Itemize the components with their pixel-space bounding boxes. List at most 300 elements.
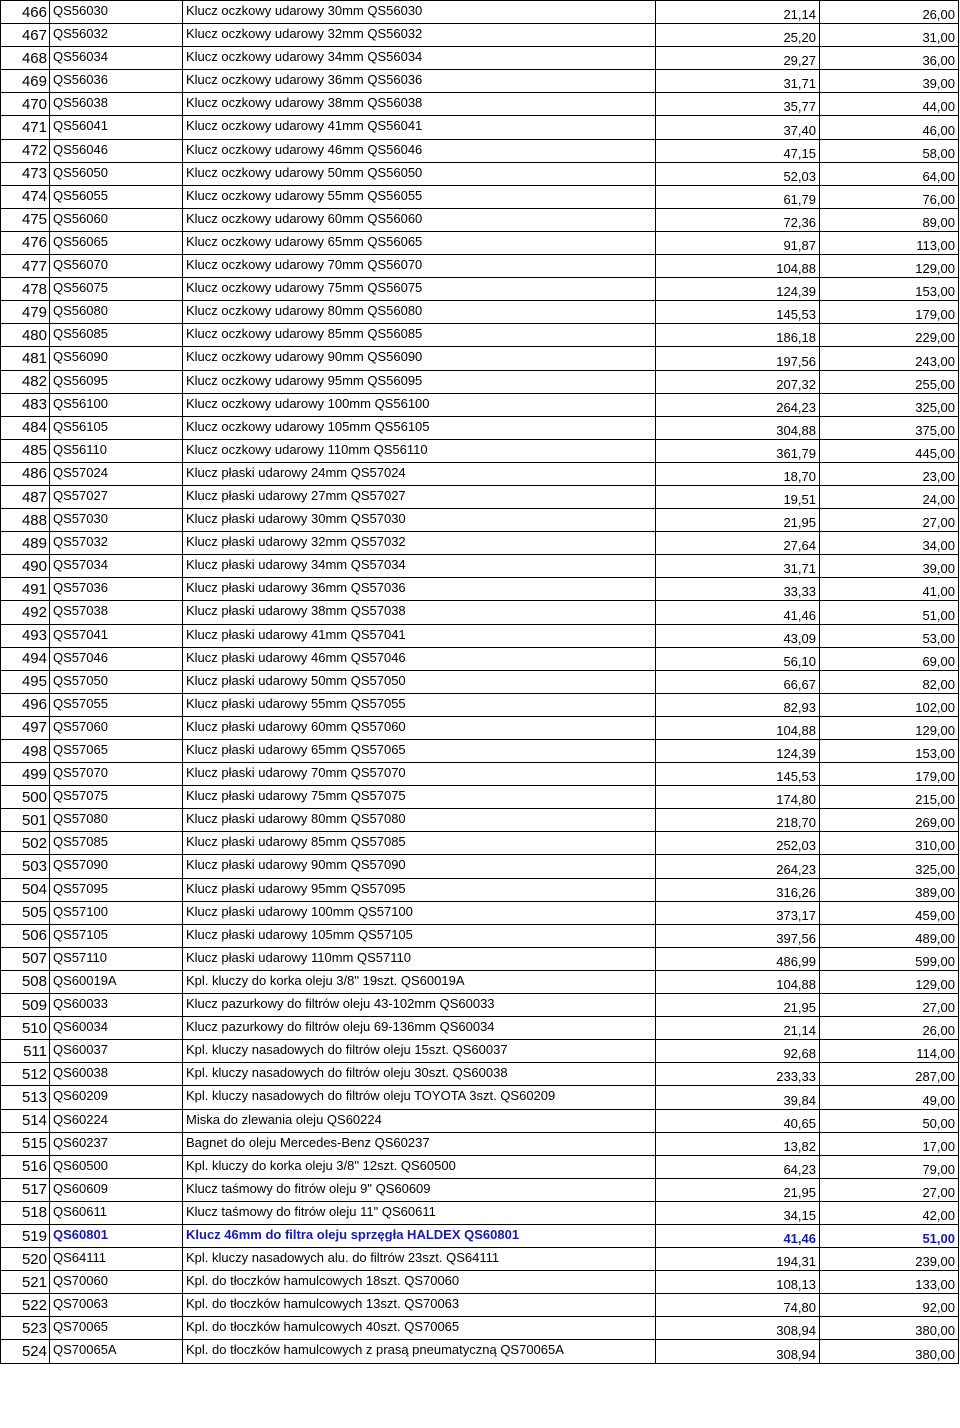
price-gross: 310,00 — [820, 832, 959, 855]
price-net: 264,23 — [656, 855, 820, 878]
product-name: Kpl. kluczy nasadowych do filtrów oleju 30szt. QS60038 — [183, 1063, 656, 1086]
product-name: Klucz płaski udarowy 110mm QS57110 — [183, 947, 656, 970]
price-net: 197,56 — [656, 347, 820, 370]
row-number: 476 — [1, 231, 50, 254]
row-number: 477 — [1, 255, 50, 278]
price-net: 35,77 — [656, 93, 820, 116]
product-code: QS60037 — [50, 1040, 183, 1063]
product-code: QS56085 — [50, 324, 183, 347]
price-net: 47,15 — [656, 139, 820, 162]
row-number: 518 — [1, 1201, 50, 1224]
table-row — [1, 231, 959, 254]
price-net: 397,56 — [656, 924, 820, 947]
price-gross: 239,00 — [820, 1248, 959, 1271]
price-gross: 49,00 — [820, 1086, 959, 1109]
product-name: Klucz oczkowy udarowy 65mm QS56065 — [183, 231, 656, 254]
price-gross: 325,00 — [820, 393, 959, 416]
product-name: Klucz płaski udarowy 85mm QS57085 — [183, 832, 656, 855]
product-name: Kpl. kluczy nasadowych do filtrów oleju TOYOTA 3szt. QS60209 — [183, 1086, 656, 1109]
product-name: Kpl. do tłoczków hamulcowych z prasą pneumatyczną QS70065A — [183, 1340, 656, 1363]
table-row — [1, 786, 959, 809]
price-gross: 36,00 — [820, 47, 959, 70]
product-name: Klucz płaski udarowy 90mm QS57090 — [183, 855, 656, 878]
row-number: 505 — [1, 901, 50, 924]
price-net: 41,46 — [656, 1224, 820, 1247]
product-code: QS60224 — [50, 1109, 183, 1132]
table-row — [1, 1271, 959, 1294]
product-name: Miska do zlewania oleju QS60224 — [183, 1109, 656, 1132]
table-row — [1, 162, 959, 185]
row-number: 511 — [1, 1040, 50, 1063]
product-code: QS70065 — [50, 1317, 183, 1340]
table-row — [1, 740, 959, 763]
price-gross: 27,00 — [820, 1178, 959, 1201]
product-name: Klucz oczkowy udarowy 95mm QS56095 — [183, 370, 656, 393]
price-gross: 380,00 — [820, 1317, 959, 1340]
price-net: 31,71 — [656, 70, 820, 93]
product-code: QS56060 — [50, 208, 183, 231]
table-row — [1, 509, 959, 532]
table-row — [1, 393, 959, 416]
row-number: 483 — [1, 393, 50, 416]
row-number: 473 — [1, 162, 50, 185]
price-net: 145,53 — [656, 301, 820, 324]
price-gross: 153,00 — [820, 740, 959, 763]
row-number: 516 — [1, 1155, 50, 1178]
row-number: 503 — [1, 855, 50, 878]
row-number: 482 — [1, 370, 50, 393]
product-name: Klucz oczkowy udarowy 60mm QS56060 — [183, 208, 656, 231]
product-name: Klucz płaski udarowy 41mm QS57041 — [183, 624, 656, 647]
row-number: 486 — [1, 462, 50, 485]
product-name: Bagnet do oleju Mercedes-Benz QS60237 — [183, 1132, 656, 1155]
table-row — [1, 855, 959, 878]
table-row — [1, 255, 959, 278]
product-code: QS57046 — [50, 647, 183, 670]
price-gross: 82,00 — [820, 670, 959, 693]
product-code: QS57030 — [50, 509, 183, 532]
price-list-body — [1, 1, 959, 1364]
price-gross: 92,00 — [820, 1294, 959, 1317]
row-number: 510 — [1, 1017, 50, 1040]
product-name: Klucz płaski udarowy 30mm QS57030 — [183, 509, 656, 532]
price-net: 41,46 — [656, 601, 820, 624]
product-code: QS57055 — [50, 693, 183, 716]
price-gross: 46,00 — [820, 116, 959, 139]
product-code: QS57041 — [50, 624, 183, 647]
row-number: 472 — [1, 139, 50, 162]
product-name: Klucz płaski udarowy 95mm QS57095 — [183, 878, 656, 901]
product-name: Klucz oczkowy udarowy 80mm QS56080 — [183, 301, 656, 324]
row-number: 496 — [1, 693, 50, 716]
price-gross: 44,00 — [820, 93, 959, 116]
price-gross: 42,00 — [820, 1201, 959, 1224]
price-net: 33,33 — [656, 578, 820, 601]
price-gross: 39,00 — [820, 70, 959, 93]
product-code: QS57085 — [50, 832, 183, 855]
price-gross: 153,00 — [820, 278, 959, 301]
row-number: 509 — [1, 994, 50, 1017]
table-row — [1, 532, 959, 555]
price-gross: 39,00 — [820, 555, 959, 578]
product-name: Klucz płaski udarowy 34mm QS57034 — [183, 555, 656, 578]
row-number: 499 — [1, 763, 50, 786]
price-net: 218,70 — [656, 809, 820, 832]
price-gross: 102,00 — [820, 693, 959, 716]
price-gross: 41,00 — [820, 578, 959, 601]
table-row — [1, 439, 959, 462]
table-row — [1, 70, 959, 93]
row-number: 506 — [1, 924, 50, 947]
price-net: 252,03 — [656, 832, 820, 855]
table-row — [1, 1201, 959, 1224]
product-code: QS56036 — [50, 70, 183, 93]
product-code: QS57038 — [50, 601, 183, 624]
price-net: 92,68 — [656, 1040, 820, 1063]
product-name: Klucz taśmowy do fitrów oleju 11" QS60611 — [183, 1201, 656, 1224]
row-number: 484 — [1, 416, 50, 439]
price-gross: 27,00 — [820, 994, 959, 1017]
price-net: 264,23 — [656, 393, 820, 416]
price-gross: 375,00 — [820, 416, 959, 439]
price-net: 145,53 — [656, 763, 820, 786]
table-row — [1, 1340, 959, 1363]
product-code: QS57105 — [50, 924, 183, 947]
price-gross: 53,00 — [820, 624, 959, 647]
price-net: 21,95 — [656, 509, 820, 532]
table-row — [1, 693, 959, 716]
price-net: 66,67 — [656, 670, 820, 693]
product-code: QS56070 — [50, 255, 183, 278]
price-net: 25,20 — [656, 24, 820, 47]
price-gross: 129,00 — [820, 255, 959, 278]
table-row — [1, 901, 959, 924]
product-code: QS57100 — [50, 901, 183, 924]
row-number: 502 — [1, 832, 50, 855]
price-net: 194,31 — [656, 1248, 820, 1271]
price-net: 124,39 — [656, 740, 820, 763]
price-net: 37,40 — [656, 116, 820, 139]
price-net: 21,14 — [656, 1017, 820, 1040]
product-code: QS57027 — [50, 485, 183, 508]
product-code: QS56038 — [50, 93, 183, 116]
product-name: Kpl. kluczy do korka oleju 3/8" 12szt. QS60500 — [183, 1155, 656, 1178]
price-gross: 51,00 — [820, 601, 959, 624]
table-row — [1, 1109, 959, 1132]
price-net: 91,87 — [656, 231, 820, 254]
table-row — [1, 1248, 959, 1271]
product-name: Klucz płaski udarowy 75mm QS57075 — [183, 786, 656, 809]
product-code: QS60611 — [50, 1201, 183, 1224]
table-row — [1, 485, 959, 508]
product-code: QS56050 — [50, 162, 183, 185]
product-code: QS57065 — [50, 740, 183, 763]
row-number: 487 — [1, 485, 50, 508]
price-net: 31,71 — [656, 555, 820, 578]
price-net: 124,39 — [656, 278, 820, 301]
row-number: 466 — [1, 1, 50, 24]
row-number: 507 — [1, 947, 50, 970]
price-net: 373,17 — [656, 901, 820, 924]
row-number: 489 — [1, 532, 50, 555]
product-name: Klucz płaski udarowy 105mm QS57105 — [183, 924, 656, 947]
price-gross: 380,00 — [820, 1340, 959, 1363]
table-row — [1, 924, 959, 947]
row-number: 520 — [1, 1248, 50, 1271]
product-code: QS56041 — [50, 116, 183, 139]
table-row — [1, 1155, 959, 1178]
price-net: 27,64 — [656, 532, 820, 555]
table-row — [1, 324, 959, 347]
row-number: 469 — [1, 70, 50, 93]
row-number: 479 — [1, 301, 50, 324]
price-net: 74,80 — [656, 1294, 820, 1317]
price-net: 104,88 — [656, 255, 820, 278]
price-net: 207,32 — [656, 370, 820, 393]
product-code: QS70063 — [50, 1294, 183, 1317]
table-row — [1, 185, 959, 208]
table-row — [1, 716, 959, 739]
row-number: 521 — [1, 1271, 50, 1294]
product-name: Klucz płaski udarowy 24mm QS57024 — [183, 462, 656, 485]
price-net: 52,03 — [656, 162, 820, 185]
row-number: 493 — [1, 624, 50, 647]
product-name: Klucz płaski udarowy 70mm QS57070 — [183, 763, 656, 786]
product-name: Klucz oczkowy udarowy 55mm QS56055 — [183, 185, 656, 208]
product-code: QS57075 — [50, 786, 183, 809]
row-number: 485 — [1, 439, 50, 462]
row-number: 522 — [1, 1294, 50, 1317]
product-name: Kpl. kluczy do korka oleju 3/8" 19szt. QS60019A — [183, 970, 656, 993]
price-gross: 129,00 — [820, 970, 959, 993]
row-number: 475 — [1, 208, 50, 231]
table-row — [1, 278, 959, 301]
product-name: Klucz pazurkowy do filtrów oleju 69-136mm QS60034 — [183, 1017, 656, 1040]
product-name: Klucz płaski udarowy 50mm QS57050 — [183, 670, 656, 693]
product-code: QS57060 — [50, 716, 183, 739]
product-code: QS57110 — [50, 947, 183, 970]
price-net: 316,26 — [656, 878, 820, 901]
product-code: QS60237 — [50, 1132, 183, 1155]
price-gross: 24,00 — [820, 485, 959, 508]
product-code: QS56110 — [50, 439, 183, 462]
price-gross: 269,00 — [820, 809, 959, 832]
table-row — [1, 763, 959, 786]
price-net: 361,79 — [656, 439, 820, 462]
product-name: Klucz oczkowy udarowy 30mm QS56030 — [183, 1, 656, 24]
product-code: QS56105 — [50, 416, 183, 439]
table-row — [1, 832, 959, 855]
row-number: 501 — [1, 809, 50, 832]
table-row — [1, 1224, 959, 1247]
product-code: QS56075 — [50, 278, 183, 301]
product-name: Klucz oczkowy udarowy 85mm QS56085 — [183, 324, 656, 347]
price-net: 56,10 — [656, 647, 820, 670]
product-name: Klucz oczkowy udarowy 50mm QS56050 — [183, 162, 656, 185]
table-row — [1, 970, 959, 993]
table-row — [1, 416, 959, 439]
row-number: 497 — [1, 716, 50, 739]
price-gross: 459,00 — [820, 901, 959, 924]
product-name: Klucz taśmowy do fitrów oleju 9" QS60609 — [183, 1178, 656, 1201]
row-number: 508 — [1, 970, 50, 993]
price-gross: 599,00 — [820, 947, 959, 970]
table-row — [1, 1178, 959, 1201]
product-name: Klucz płaski udarowy 36mm QS57036 — [183, 578, 656, 601]
row-number: 481 — [1, 347, 50, 370]
row-number: 467 — [1, 24, 50, 47]
price-gross: 489,00 — [820, 924, 959, 947]
product-code: QS57024 — [50, 462, 183, 485]
price-net: 64,23 — [656, 1155, 820, 1178]
price-net: 308,94 — [656, 1317, 820, 1340]
product-name: Klucz płaski udarowy 27mm QS57027 — [183, 485, 656, 508]
row-number: 480 — [1, 324, 50, 347]
price-net: 233,33 — [656, 1063, 820, 1086]
product-name: Klucz oczkowy udarowy 41mm QS56041 — [183, 116, 656, 139]
product-code: QS57050 — [50, 670, 183, 693]
price-net: 61,79 — [656, 185, 820, 208]
product-code: QS56032 — [50, 24, 183, 47]
table-row — [1, 93, 959, 116]
product-code: QS56100 — [50, 393, 183, 416]
price-net: 108,13 — [656, 1271, 820, 1294]
product-name: Klucz płaski udarowy 60mm QS57060 — [183, 716, 656, 739]
product-code: QS60033 — [50, 994, 183, 1017]
row-number: 492 — [1, 601, 50, 624]
price-net: 40,65 — [656, 1109, 820, 1132]
table-row — [1, 24, 959, 47]
price-net: 308,94 — [656, 1340, 820, 1363]
product-name: Klucz oczkowy udarowy 32mm QS56032 — [183, 24, 656, 47]
product-name: Klucz oczkowy udarowy 34mm QS56034 — [183, 47, 656, 70]
product-name: Kpl. kluczy nasadowych do filtrów oleju 15szt. QS60037 — [183, 1040, 656, 1063]
row-number: 478 — [1, 278, 50, 301]
product-code: QS60609 — [50, 1178, 183, 1201]
price-gross: 133,00 — [820, 1271, 959, 1294]
price-gross: 287,00 — [820, 1063, 959, 1086]
row-number: 488 — [1, 509, 50, 532]
price-gross: 129,00 — [820, 716, 959, 739]
product-name: Klucz płaski udarowy 65mm QS57065 — [183, 740, 656, 763]
product-name: Kpl. do tłoczków hamulcowych 18szt. QS70060 — [183, 1271, 656, 1294]
row-number: 491 — [1, 578, 50, 601]
product-code: QS60034 — [50, 1017, 183, 1040]
product-name: Klucz oczkowy udarowy 38mm QS56038 — [183, 93, 656, 116]
product-name: Klucz oczkowy udarowy 105mm QS56105 — [183, 416, 656, 439]
price-gross: 389,00 — [820, 878, 959, 901]
product-name: Kpl. kluczy nasadowych alu. do filtrów 23szt. QS64111 — [183, 1248, 656, 1271]
product-code: QS60500 — [50, 1155, 183, 1178]
product-code: QS57036 — [50, 578, 183, 601]
price-net: 21,95 — [656, 1178, 820, 1201]
price-gross: 89,00 — [820, 208, 959, 231]
price-gross: 79,00 — [820, 1155, 959, 1178]
product-code: QS57032 — [50, 532, 183, 555]
table-row — [1, 1040, 959, 1063]
table-row — [1, 1063, 959, 1086]
row-number: 524 — [1, 1340, 50, 1363]
table-row — [1, 670, 959, 693]
product-name: Klucz oczkowy udarowy 36mm QS56036 — [183, 70, 656, 93]
row-number: 498 — [1, 740, 50, 763]
price-gross: 58,00 — [820, 139, 959, 162]
table-row — [1, 578, 959, 601]
price-gross: 17,00 — [820, 1132, 959, 1155]
product-code: QS60019A — [50, 970, 183, 993]
table-row — [1, 347, 959, 370]
product-name: Klucz 46mm do filtra oleju sprzęgła HALDEX QS60801 — [183, 1224, 656, 1247]
row-number: 500 — [1, 786, 50, 809]
product-code: QS56095 — [50, 370, 183, 393]
price-gross: 26,00 — [820, 1017, 959, 1040]
row-number: 471 — [1, 116, 50, 139]
price-net: 21,95 — [656, 994, 820, 1017]
price-gross: 34,00 — [820, 532, 959, 555]
product-name: Kpl. do tłoczków hamulcowych 40szt. QS70065 — [183, 1317, 656, 1340]
price-gross: 64,00 — [820, 162, 959, 185]
price-net: 18,70 — [656, 462, 820, 485]
table-row — [1, 116, 959, 139]
price-net: 104,88 — [656, 716, 820, 739]
product-name: Klucz oczkowy udarowy 75mm QS56075 — [183, 278, 656, 301]
price-net: 29,27 — [656, 47, 820, 70]
row-number: 490 — [1, 555, 50, 578]
product-name: Klucz oczkowy udarowy 70mm QS56070 — [183, 255, 656, 278]
row-number: 517 — [1, 1178, 50, 1201]
price-net: 486,99 — [656, 947, 820, 970]
table-row — [1, 1017, 959, 1040]
product-code: QS57090 — [50, 855, 183, 878]
price-gross: 229,00 — [820, 324, 959, 347]
price-net: 82,93 — [656, 693, 820, 716]
price-gross: 51,00 — [820, 1224, 959, 1247]
product-name: Klucz płaski udarowy 80mm QS57080 — [183, 809, 656, 832]
row-number: 513 — [1, 1086, 50, 1109]
product-code: QS56065 — [50, 231, 183, 254]
product-name: Klucz oczkowy udarowy 100mm QS56100 — [183, 393, 656, 416]
price-gross: 325,00 — [820, 855, 959, 878]
row-number: 468 — [1, 47, 50, 70]
price-net: 174,80 — [656, 786, 820, 809]
price-gross: 215,00 — [820, 786, 959, 809]
row-number: 470 — [1, 93, 50, 116]
price-gross: 23,00 — [820, 462, 959, 485]
price-net: 39,84 — [656, 1086, 820, 1109]
table-row — [1, 624, 959, 647]
price-gross: 50,00 — [820, 1109, 959, 1132]
price-gross: 69,00 — [820, 647, 959, 670]
table-row — [1, 1, 959, 24]
table-row — [1, 1132, 959, 1155]
table-row — [1, 47, 959, 70]
price-net: 13,82 — [656, 1132, 820, 1155]
row-number: 523 — [1, 1317, 50, 1340]
product-code: QS60801 — [50, 1224, 183, 1247]
product-code: QS70060 — [50, 1271, 183, 1294]
product-name: Klucz płaski udarowy 32mm QS57032 — [183, 532, 656, 555]
table-row — [1, 139, 959, 162]
product-name: Klucz oczkowy udarowy 110mm QS56110 — [183, 439, 656, 462]
row-number: 474 — [1, 185, 50, 208]
product-name: Klucz płaski udarowy 38mm QS57038 — [183, 601, 656, 624]
price-net: 21,14 — [656, 1, 820, 24]
table-row — [1, 994, 959, 1017]
product-code: QS57080 — [50, 809, 183, 832]
product-code: QS56046 — [50, 139, 183, 162]
product-code: QS60209 — [50, 1086, 183, 1109]
table-row — [1, 809, 959, 832]
